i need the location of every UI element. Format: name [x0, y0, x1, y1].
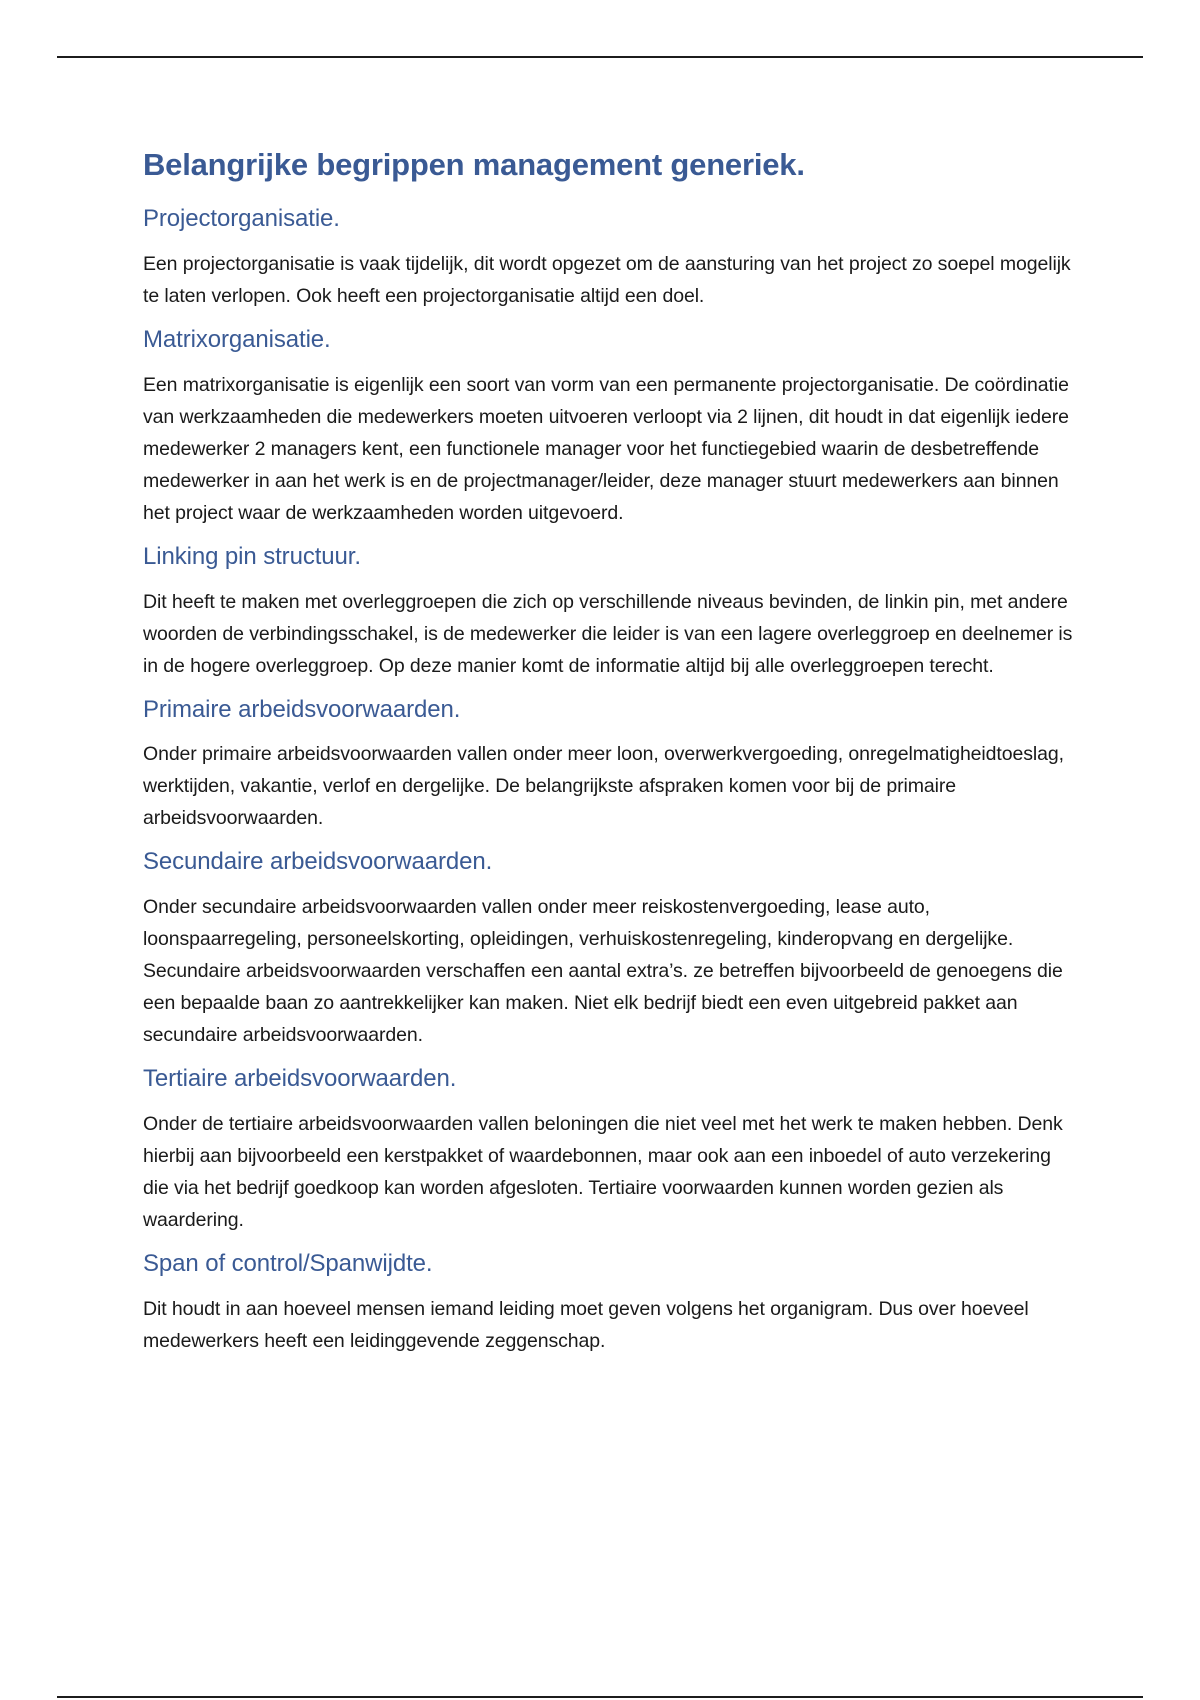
- paragraph-primaire-arbeidsvoorwaarden: Onder primaire arbeidsvoorwaarden vallen onder meer loon, overwerkvergoeding, onregelmatigheidtoeslag, werktijden, vakantie, verlof en dergelijke. De belangrijkste afspraken komen voor bij de primaire arbeidsvoorwaarden.: [143, 743, 1064, 830]
- paragraph-tertiaire-arbeidsvoorwaarden: Onder de tertiaire arbeidsvoorwaarden vallen beloningen die niet veel met het werk te maken hebben. Denk hierbij aan bijvoorbeeld een kerstpakket of waardebonnen, maar ook aan een inboedel of auto verzekering die via het bedrijf goedkoop kan worden afgesloten. Tertiaire voorwaarden kunnen worden gezien als waardering.: [143, 1112, 1063, 1231]
- paragraph-matrixorganisatie: Een matrixorganisatie is eigenlijk een soort van vorm van een permanente projectorganisatie. De coördinatie van werkzaamheden die medewerkers moeten uitvoeren verloopt via 2 lijnen, dit houdt in dat eigenlijk iedere medewerker 2 managers kent, een functionele manager voor het functiegebied waarin de desbetreffende medewerker in aan het werk is en de projectmanager/leider, deze manager stuurt medewerkers aan binnen het project waar de werkzaamheden worden uitgevoerd.: [143, 373, 1069, 524]
- paragraph-projectorganisatie: Een projectorganisatie is vaak tijdelijk, dit wordt opgezet om de aansturing van het project zo soepel mogelijk te laten verlopen. Ook heeft een projectorganisatie altijd een doel.: [143, 252, 1071, 307]
- top-rule: [57, 56, 1143, 58]
- heading-secundaire-arbeidsvoorwaarden: Secundaire arbeidsvoorwaarden.: [143, 848, 493, 876]
- heading-matrixorganisatie: Matrixorganisatie.: [143, 325, 331, 353]
- document-title: Belangrijke begrippen management generiek.: [143, 147, 805, 182]
- heading-projectorganisatie: Projectorganisatie.: [143, 205, 340, 233]
- heading-linking-pin: Linking pin structuur.: [143, 542, 361, 570]
- paragraph-linking-pin: Dit heeft te maken met overleggroepen die zich op verschillende niveaus bevinden, de linkin pin, met andere woorden de verbindingsschakel, is de medewerker die leider is van een lagere overleggroep en deelnemer is in de hogere overleggroep. Op deze manier komt de informatie altijd bij alle overleggroepen terecht.: [143, 590, 1073, 677]
- heading-span-of-control: Span of control/Spanwijdte.: [143, 1249, 433, 1277]
- document-content: [143, 146, 1073, 1371]
- paragraph-span-of-control: Dit houdt in aan hoeveel mensen iemand leiding moet geven volgens het organigram. Dus over hoeveel medewerkers heeft een leidinggevende zeggenschap.: [143, 1297, 1029, 1352]
- heading-tertiaire-arbeidsvoorwaarden: Tertiaire arbeidsvoorwaarden.: [143, 1065, 457, 1093]
- heading-primaire-arbeidsvoorwaarden: Primaire arbeidsvoorwaarden.: [143, 695, 461, 723]
- bottom-rule: [57, 1696, 1143, 1698]
- paragraph-secundaire-arbeidsvoorwaarden: Onder secundaire arbeidsvoorwaarden vallen onder meer reiskostenvergoeding, lease auto, loonspaarregeling, personeelskorting, opleidingen, verhuiskostenregeling, kinderopvang en dergelijke. Secundaire arbeidsvoorwaarden verschaffen een aantal extra’s. ze betreffen bijvoorbeeld de genoegens die een bepaalde baan zo aantrekkelijker kan maken. Niet elk bedrijf biedt een even uitgebreid pakket aan secundaire arbeidsvoorwaarden.: [143, 896, 1063, 1047]
